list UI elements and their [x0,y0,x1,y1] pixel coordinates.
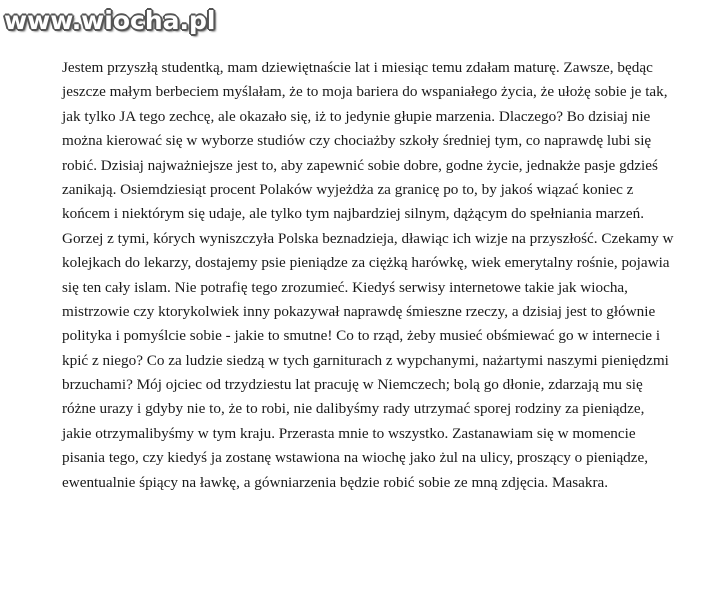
text-line: kolejkach do lekarzy, dostajemy psie pieniądze za ciężką harówkę, wiek emerytalny rośnie, pojawia [62,254,670,272]
text-line: końcem i niektórym się udaje, ale tylko tym najbardziej silnym, dążącym do spełniania marzeń. [62,205,645,223]
text-line: pisania tego, czy kiedyś ja zostanę wstawiona na wiochę jako żul na ulicy, proszący o pieniądze, [62,449,649,467]
text-line: jeszcze małym berbeciem myślałam, że to moja bariera do wspaniałego życia, że ułożę sobie je tak, [62,83,668,101]
site-watermark: www.wiocha.pl [4,6,216,35]
text-line: robić. Dzisiaj najważniejsze jest to, aby zapewnić sobie dobre, godne życie, jednakże pasje gdzieś [62,156,658,174]
text-line: zanikają. Osiemdziesiąt procent Polaków wyjeżdża za granicę po to, by jakoś wiązać koniec z [62,180,634,198]
text-line: kpić z niego? Co za ludzie siedzą w tych garniturach z wypchanymi, nażartymi naszymi pieniędzmi [62,351,669,369]
text-line: jak tylko JA tego zechcę, ale okazało się, iż to jedynie głupie marzenia. Dlaczego? Bo dzisiaj nie [62,107,651,125]
text-line: Jestem przyszłą studentką, mam dziewiętnaście lat i miesiąc temu zdałam maturę. Zawsze, będąc [62,59,653,76]
text-line: polityka i pomyślcie sobie - jakie to smutne! Co to rząd, żeby musieć obśmiewać go w internecie i [62,327,661,345]
text-line: różne urazy i gdyby nie to, że to robi, nie dalibyśmy rady utrzymać sporej rodziny za pieniądze, [62,400,645,418]
text-line: Gorzej z tymi, kórych wyniszczyła Polska beznadzieja, dławiąc ich wizje na przyszłość. Czekamy w [62,229,674,247]
text-line: jakie otrzymalibyśmy w tym kraju. Przerasta mnie to wszystko. Zastanawiam się w momencie [62,424,636,442]
text-line: mistrzowie czy ktorykolwiek inny pokazywał naprawdę śmieszne rzeczy, a dzisiaj jest to głównie [62,302,656,320]
text-line: można kierować się w wyborze studiów czy chociażby szkoły średniej tym, co naprawdę lubi się [62,132,652,150]
text-line: brzuchami? Mój ojciec od trzydziestu lat pracuję w Niemczech; bolą go dłonie, zdarzają mu się [62,376,643,394]
text-line: się ten cały islam. Nie potrafię tego zrozumieć. Kiedyś serwisy internetowe takie jak wiocha, [62,278,628,296]
document-body [62,56,682,495]
text-line: ewentualnie śpiący na ławkę, a gówniarzenia będzie robić sobie ze mną zdjęcia. Masakra. [62,473,609,491]
